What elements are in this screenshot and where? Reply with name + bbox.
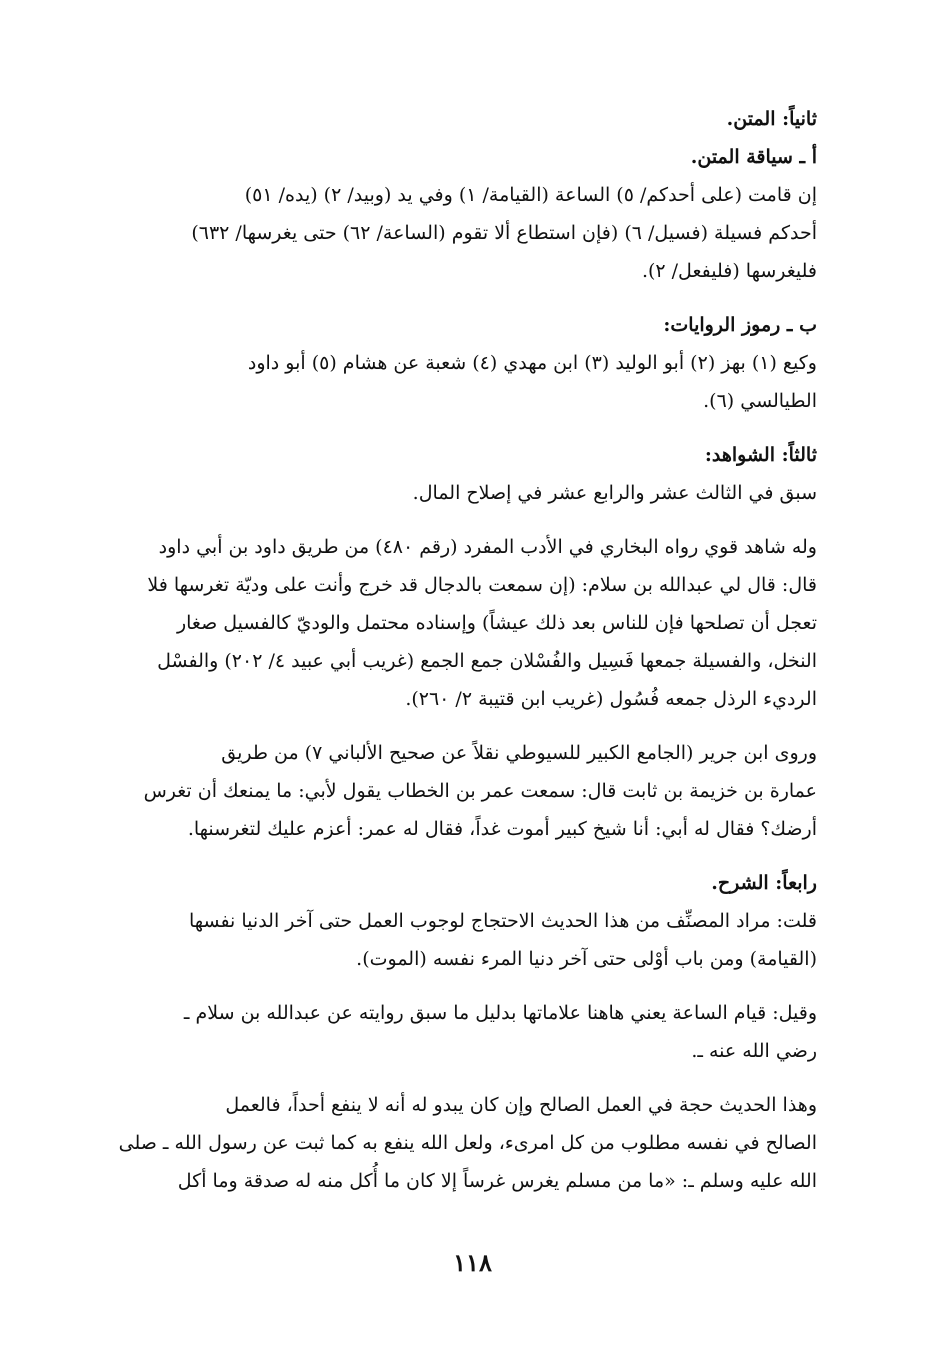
- text-line: الله عليه وسلم ـ: «ما من مسلم يغرس غرساً إلا كان ما أُكل منه له صدقة وما أكل: [177, 1170, 817, 1192]
- subheading-narration-codes: ب ـ رموز الروايات:: [663, 314, 817, 336]
- text-line: أرضك؟ فقال له أبي: أنا شيخ كبير أموت غداً، فقال له عمر: أعزم عليك لتغرسنها.: [187, 818, 817, 840]
- text-line: الطيالسي (٦).: [703, 390, 817, 412]
- page-content: [110, 100, 817, 1200]
- text-line: وهذا الحديث حجة في العمل الصالح وإن كان يبدو له أنه لا ينفع أحداً، فالعمل: [225, 1094, 817, 1116]
- text-line: (القيامة) ومن باب أوْلى حتى آخر دنيا المرء نفسه (الموت).: [356, 948, 817, 970]
- text-line: فليغرسها (فليفعل/ ٢).: [641, 260, 817, 282]
- matn-paragraph: [110, 176, 817, 290]
- text-line: وقيل: قيام الساعة يعني هاهنا علاماتها بدليل ما سبق روايته عن عبدالله بن سلام ـ: [183, 1002, 817, 1024]
- text-line: النخل، والفسيلة جمعها فَسِيل والفُسْلان جمع الجمع (غريب أبي عبيد ٤/ ٢٠٢) والفسْل: [157, 650, 817, 672]
- text-line: وروى ابن جرير (الجامع الكبير للسيوطي نقلاً عن صحيح الألباني ٧) من طريق: [221, 742, 817, 764]
- text-line: الصالح في نفسه مطلوب من كل امرىء، ولعل الله ينفع به كما ثبت عن رسول الله ـ صلى: [118, 1132, 817, 1154]
- shawahid-intro: سبق في الثالث عشر والرابع عشر في إصلاح المال.: [412, 482, 817, 504]
- sharh-paragraph-1: [110, 902, 817, 978]
- shawahid-paragraph-2: [110, 734, 817, 848]
- text-line: إن قامت (على أحدكم/ ٥) الساعة (القيامة/ ١) وفي يد (وبيد/ ٢) (يده/ ٥١): [244, 184, 817, 206]
- sharh-paragraph-2: [110, 994, 817, 1070]
- text-line: أحدكم فسيلة (فسيل/ ٦) (فإن استطاع ألا تقوم (الساعة/ ٦٢) حتى يغرسها/ ٦٣٢): [191, 222, 817, 244]
- narration-codes-paragraph: [110, 344, 817, 420]
- text-line: قال: قال لي عبدالله بن سلام: (إن سمعت بالدجال قد خرج وأنت على وديّة تغرسها فلا: [147, 574, 817, 596]
- text-line: رضي الله عنه ـ.: [691, 1040, 817, 1062]
- section-heading-matn: ثانياً: المتن.: [726, 108, 817, 130]
- text-line: وكيع (١) بهز (٢) أبو الوليد (٣) ابن مهدي (٤) شعبة عن هشام (٥) أبو داود: [247, 352, 817, 374]
- subheading-matn-text: أ ـ سياقة المتن.: [690, 146, 817, 168]
- text-line: الرديء الرذل جمعه فُسُول (غريب ابن قتيبة ٢/ ٢٦٠).: [405, 688, 817, 710]
- shawahid-paragraph-1: [110, 528, 817, 718]
- section-heading-shawahid: ثالثاً: الشواهد:: [704, 444, 817, 466]
- text-line: تعجل أن تصلحها فإن للناس بعد ذلك عيشاً) وإسناده محتمل والوديّ كالفسيل صغار: [176, 612, 817, 634]
- text-line: عمارة بن خزيمة بن ثابت قال: سمعت عمر بن الخطاب يقول لأبي: ما يمنعك أن تغرس: [143, 780, 817, 802]
- text-line: وله شاهد قوي رواه البخاري في الأدب المفرد (رقم ٤٨٠) من طريق داود بن أبي داود: [158, 536, 817, 558]
- sharh-paragraph-3: [110, 1086, 817, 1200]
- page-number: ١١٨: [453, 1248, 492, 1277]
- text-line: قلت: مراد المصنِّف من هذا الحديث الاحتجاج لوجوب العمل حتى آخر الدنيا نفسها: [188, 910, 817, 932]
- section-heading-sharh: رابعاً: الشرح.: [711, 872, 817, 894]
